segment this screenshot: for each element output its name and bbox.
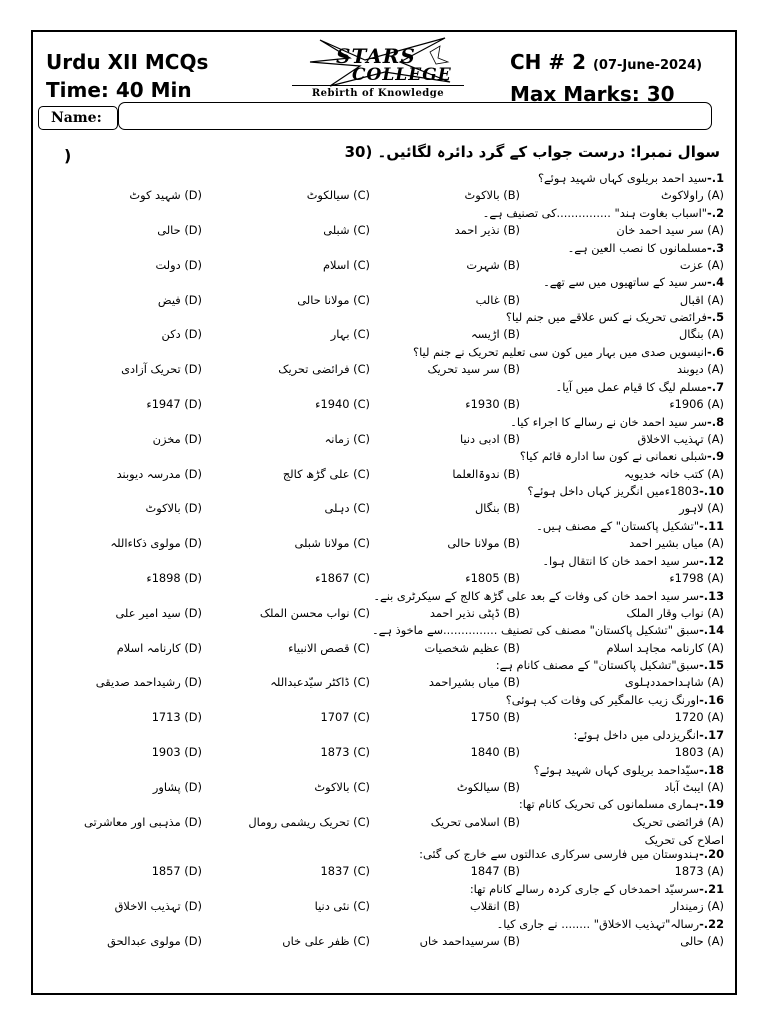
option-c[interactable]: (C) قصص الانبیاء (288, 640, 370, 655)
option-a[interactable]: (A) لاہور (679, 501, 724, 516)
option-d[interactable]: (D) مولوی عبدالحق (107, 934, 202, 949)
question-text: انیسویں صدی میں بہار میں کون سی تعلیم تحریک نے جنم لیا؟ (413, 344, 707, 359)
question-number: 21 (708, 881, 724, 896)
question-number-dot: .- (699, 553, 709, 568)
question-stem (40, 520, 730, 533)
question-text: سیّداحمد بریلوی کہاں شہید ہوئے؟ (533, 762, 700, 777)
question-number: 13 (708, 588, 724, 603)
option-d[interactable]: (D) رشیداحمد صدیقی (95, 675, 202, 690)
option-b[interactable]: (B) بنگال (475, 501, 520, 516)
option-b[interactable]: (B) ادبی دنیا (459, 431, 520, 446)
question-text: ہماری مسلمانوں کی تحریک کانام تھا: (518, 797, 700, 812)
question-number: 8 (716, 414, 724, 429)
option-a[interactable]: (A) اقبال (679, 292, 724, 307)
question-number-dot: .- (699, 588, 709, 603)
question-stem (40, 172, 730, 185)
option-c[interactable]: (C) نواب محسن الملک (259, 605, 370, 620)
option-a[interactable]: (A) زمیندار (670, 899, 724, 914)
name-label: Name: (38, 106, 118, 130)
option-d[interactable]: (D) سید امیر علی (115, 605, 202, 620)
question-number-dot: .- (707, 344, 717, 359)
header-left (46, 48, 208, 104)
question-stem (40, 624, 730, 637)
option-b[interactable]: (B) 1750 (470, 710, 520, 725)
option-a[interactable]: (A) نواب وقار الملک (626, 605, 724, 620)
question-text: "تشکیل پاکستان" کے مصنف ہیں۔ (536, 518, 700, 533)
question-number: 1 (716, 171, 724, 185)
option-a[interactable]: (A) بنگال (679, 327, 724, 342)
option-b[interactable]: (B) سر سید تحریک (427, 362, 520, 377)
question-number: 4 (716, 275, 724, 290)
option-c[interactable]: (C) سیالکوٹ (306, 188, 370, 203)
question-stem (40, 798, 730, 811)
option-d[interactable]: (D) 1857 (151, 864, 202, 879)
options-row (40, 742, 730, 764)
question-text: اورنگ زیب عالمگیر کی وفات کب ہوئی؟ (505, 692, 700, 707)
question-number: 22 (708, 916, 724, 931)
question-stem (40, 450, 730, 463)
question-stem (40, 883, 730, 896)
option-c[interactable]: (C) ڈاکٹر سیّدعبداللہ (270, 675, 370, 690)
question-number-dot: .- (707, 171, 717, 185)
question-text: شبلی نعمانی نے کون سا ادارہ قائم کیا؟ (519, 449, 707, 464)
option-c[interactable]: (C) شبلی (323, 223, 370, 238)
option-c[interactable]: (C) علی گڑھ کالج (282, 466, 370, 481)
option-d[interactable]: (D) شہید کوٹ (129, 188, 202, 203)
option-b[interactable]: (B) سرسیداحمد خاں (419, 934, 520, 949)
options-row (40, 812, 730, 834)
option-d[interactable]: (D) پشاور (152, 779, 202, 794)
option-b[interactable]: (B) غالب (475, 292, 520, 307)
option-b[interactable]: (B) میاں بشیراحمد (428, 675, 520, 690)
question-text: سبق"تشکیل پاکستان" کے مصنف کانام ہے: (495, 658, 700, 673)
question-number-dot: .- (707, 240, 717, 255)
chapter-label: CH # 2 (510, 50, 587, 74)
question-stem (40, 764, 730, 777)
name-input-box[interactable] (118, 102, 712, 130)
question-stem (40, 590, 730, 603)
option-c[interactable]: (C) زمانہ (324, 431, 370, 446)
option-b[interactable]: (B) ندوۃالعلما (452, 466, 520, 481)
logo-tagline: Rebirth of Knowledge (311, 88, 445, 99)
option-c[interactable]: (C) 1837 (320, 864, 370, 879)
options-row (40, 931, 730, 953)
question-stem (40, 555, 730, 568)
option-a[interactable]: (A) شاہداحمددہلوی (624, 675, 724, 690)
question-number-dot: .- (699, 658, 709, 673)
options-row (40, 896, 730, 918)
option-d[interactable]: (D) دولت (155, 257, 202, 272)
question-stem (40, 346, 730, 359)
options-row (40, 185, 730, 207)
option-a[interactable]: (A) 1803 (674, 745, 724, 760)
question-number: 17 (708, 727, 724, 742)
option-d[interactable]: (D) تہذیب الاخلاق (114, 899, 202, 914)
question-number: 6 (716, 344, 724, 359)
question-number: 11 (708, 518, 724, 533)
question-number: 9 (716, 449, 724, 464)
option-a[interactable]: (A) کارنامہ مجاہد اسلام (606, 640, 724, 655)
option-a[interactable]: (A) کتب خانہ خدیویہ (624, 466, 724, 481)
question-text: مسلم لیگ کا قیام عمل میں آیا۔ (555, 379, 707, 394)
question-stem (40, 694, 730, 707)
option-d[interactable]: (D) تحریک آزادی (121, 362, 202, 377)
question-text: "اسباب بغاوت ہند" ...............کی تصنیف ہے۔ (482, 205, 707, 220)
question-number-dot: .- (707, 310, 717, 325)
option-a[interactable]: (A) حالی (680, 934, 724, 949)
question-heading: سوال نمبرا: درست جواب کے گرد دائرہ لگائیں۔ (30 (344, 143, 720, 161)
options-row (40, 638, 730, 660)
logo-stars-text: STARS (336, 44, 416, 68)
option-b[interactable]: (B) نذیر احمد (454, 223, 520, 238)
question-text: سید احمد بریلوی کہاں شہید ہوئے؟ (537, 171, 707, 185)
question-number: 15 (708, 658, 724, 673)
question-stem (40, 485, 730, 498)
question-number-dot: .- (707, 379, 717, 394)
option-b[interactable]: (B) شہرت (466, 257, 520, 272)
option-b[interactable]: (B) اڑیسہ (470, 327, 520, 342)
question-number-dot: .- (699, 847, 709, 862)
question-number: 3 (716, 240, 724, 255)
option-b[interactable]: (B) 1847 (470, 864, 520, 879)
question-number-dot: .- (707, 275, 717, 290)
question-number-dot: .- (699, 623, 709, 638)
question-number-dot: .- (699, 518, 709, 533)
question-text: سر سید کے ساتھیوں میں سے تھے۔ (543, 275, 707, 290)
option-c[interactable]: (C) مولانا حالی (297, 292, 370, 307)
max-marks-label: Max Marks: 30 (510, 82, 675, 106)
question-stem (40, 848, 730, 861)
question-number: 14 (708, 623, 724, 638)
time-label: Time: 40 Min (46, 78, 192, 102)
question-number: 10 (708, 484, 724, 499)
option-a[interactable]: (A) میاں بشیر احمد (629, 536, 724, 551)
option-b[interactable]: (B) 1805ء (465, 571, 520, 586)
option-d[interactable]: (D) 1947ء (146, 397, 202, 412)
option-d[interactable]: (D) مدرسہ دیوبند (116, 466, 202, 481)
question-text: سر سید احمد خان کی وفات کے بعد علی گڑھ کالج کے سیکرٹری بنے۔ (373, 588, 700, 603)
option-d[interactable]: (D) بالاکوٹ (145, 501, 202, 516)
option-c[interactable]: (C) اسلام (322, 257, 370, 272)
question-text: سرسیّد احمدخاں کے جاری کردہ رسالے کانام تھا: (469, 881, 700, 896)
options-row (40, 255, 730, 277)
question-stem (40, 729, 730, 742)
options-row (40, 464, 730, 486)
options-row (40, 220, 730, 242)
option-b[interactable]: (B) 1840 (470, 745, 520, 760)
option-c[interactable]: (C) تحریک ریشمی رومال (248, 814, 370, 829)
question-stem (40, 659, 730, 672)
header-right (510, 48, 702, 108)
question-text: ہندوستان میں فارسی سرکاری عدالتوں سے خارج کی گئی: (419, 847, 700, 862)
question-stem (40, 207, 730, 220)
option-d[interactable]: (D) دکن (161, 327, 202, 342)
college-logo (290, 32, 470, 104)
exam-date: (07-June-2024) (592, 58, 703, 73)
option-c[interactable]: (C) ظفر علی خاں (282, 934, 370, 949)
question-text: فرائضی تحریک نے کس علاقے میں جنم لیا؟ (505, 310, 707, 325)
options-row (40, 533, 730, 555)
option-c[interactable]: (C) بالاکوٹ (314, 779, 370, 794)
option-c[interactable]: (C) مولانا شبلی (294, 536, 370, 551)
question-text: سر سید احمد خان نے رسالے کا اجراء کیا۔ (510, 414, 707, 429)
option-d[interactable]: (D) مخزن (152, 431, 202, 446)
option-a[interactable]: (A) 1720 (674, 710, 724, 725)
question-number-dot: .- (707, 449, 717, 464)
question-number-dot: .- (707, 414, 717, 429)
logo-rule (292, 85, 464, 86)
option-d[interactable]: (D) 1713 (151, 710, 202, 725)
option-d[interactable]: (D) حالی (157, 223, 202, 238)
question-number: 19 (708, 797, 724, 812)
subject-title: Urdu XII MCQs (46, 50, 209, 74)
option-c[interactable]: (C) نئی دنیا (314, 899, 370, 914)
option-c[interactable]: (C) 1873 (320, 745, 370, 760)
options-row (40, 777, 730, 799)
marks-paren: ) (64, 146, 72, 165)
question-stem (40, 918, 730, 931)
option-continuation: اصلاح کی تحریک (644, 833, 724, 848)
question-number: 18 (708, 762, 724, 777)
option-b[interactable]: (B) اسلامی تحریک (430, 814, 520, 829)
question-text: 1803ءمیں انگریز کہاں داخل ہوئے؟ (527, 484, 700, 499)
option-a[interactable]: (A) ایبٹ آباد (664, 779, 724, 794)
question-text: رسالہ"تہذیب الاخلاق" ........ نے جاری کیا۔ (496, 916, 700, 931)
option-d[interactable]: (D) 1903 (151, 745, 202, 760)
option-d[interactable]: (D) مذہبی اور معاشرتی (84, 814, 202, 829)
question-number-dot: .- (699, 484, 709, 499)
option-d[interactable]: (D) مولوی ذکاءاللہ (110, 536, 202, 551)
option-d[interactable]: (D) کارنامہ اسلام (116, 640, 202, 655)
options-row (40, 394, 730, 416)
option-a[interactable]: (A) 1873 (674, 864, 724, 879)
question-number-dot: .- (699, 762, 709, 777)
logo-college-text: COLLEGE (352, 65, 452, 85)
options-row (40, 603, 730, 625)
options-row (40, 359, 730, 381)
question-stem (40, 242, 730, 255)
options-row (40, 707, 730, 729)
question-text: انگریزدلی میں داخل ہوئے: (573, 727, 700, 742)
options-row (40, 290, 730, 312)
question-number-dot: .- (699, 881, 709, 896)
option-b[interactable]: (B) سیالکوٹ (456, 779, 520, 794)
option-b[interactable]: (B) عظیم شخصیات (424, 640, 520, 655)
option-a[interactable]: (A) 1798ء (669, 571, 724, 586)
option-c[interactable]: (C) دہلی (324, 501, 370, 516)
option-a[interactable]: (A) سر سید احمد خان (616, 223, 724, 238)
option-a[interactable]: (A) دیوبند (676, 362, 724, 377)
question-number-dot: .- (699, 692, 709, 707)
option-b[interactable]: (B) انقلاب (470, 899, 520, 914)
options-row (40, 672, 730, 694)
question-number: 5 (716, 310, 724, 325)
question-number-dot: .- (707, 205, 717, 220)
question-stem (40, 416, 730, 429)
options-row (40, 861, 730, 883)
question-number: 16 (708, 692, 724, 707)
option-a[interactable]: (A) راولاکوٹ (660, 188, 724, 203)
question-number: 2 (716, 205, 724, 220)
option-d[interactable]: (D) 1898ء (146, 571, 202, 586)
question-number-dot: .- (699, 797, 709, 812)
options-row (40, 568, 730, 590)
option-b[interactable]: (B) بالاکوٹ (464, 188, 520, 203)
option-d[interactable]: (D) فیض (157, 292, 202, 307)
option-b[interactable]: (B) مولانا حالی (447, 536, 520, 551)
question-number-dot: .- (699, 727, 709, 742)
question-number-dot: .- (699, 916, 709, 931)
question-number: 20 (708, 847, 724, 862)
option-c[interactable]: (C) بہار (330, 327, 370, 342)
question-number: 7 (716, 379, 724, 394)
option-c[interactable]: (C) 1707 (320, 710, 370, 725)
option-c[interactable]: (C) فرائضی تحریک (278, 362, 370, 377)
option-a[interactable]: (A) 1906ء (669, 397, 724, 412)
options-row (40, 324, 730, 346)
option-a[interactable]: (A) عزت (679, 257, 724, 272)
mcq-list (40, 172, 730, 953)
option-c[interactable]: (C) 1867ء (315, 571, 370, 586)
option-a[interactable]: (A) تہذیب الاخلاق (637, 431, 724, 446)
question-text: مسلمانوں کا نصب العین ہے۔ (567, 240, 707, 255)
options-row (40, 429, 730, 451)
question-text: سر سید احمد خان کا انتقال ہوا۔ (542, 553, 700, 568)
question-stem (40, 381, 730, 394)
question-stem (40, 311, 730, 324)
option-b[interactable]: (B) ڈپٹی نذیر احمد (429, 605, 520, 620)
option-a[interactable]: (A) فرائضی تحریک (632, 814, 724, 829)
question-number: 12 (708, 553, 724, 568)
option-c[interactable]: (C) 1940ء (315, 397, 370, 412)
question-stem (40, 276, 730, 289)
option-b[interactable]: (B) 1930ء (465, 397, 520, 412)
question-text: سبق "تشکیل پاکستان" مصنف کی تصنیف ...............سے ماخوذ ہے۔ (372, 623, 700, 638)
options-row (40, 498, 730, 520)
